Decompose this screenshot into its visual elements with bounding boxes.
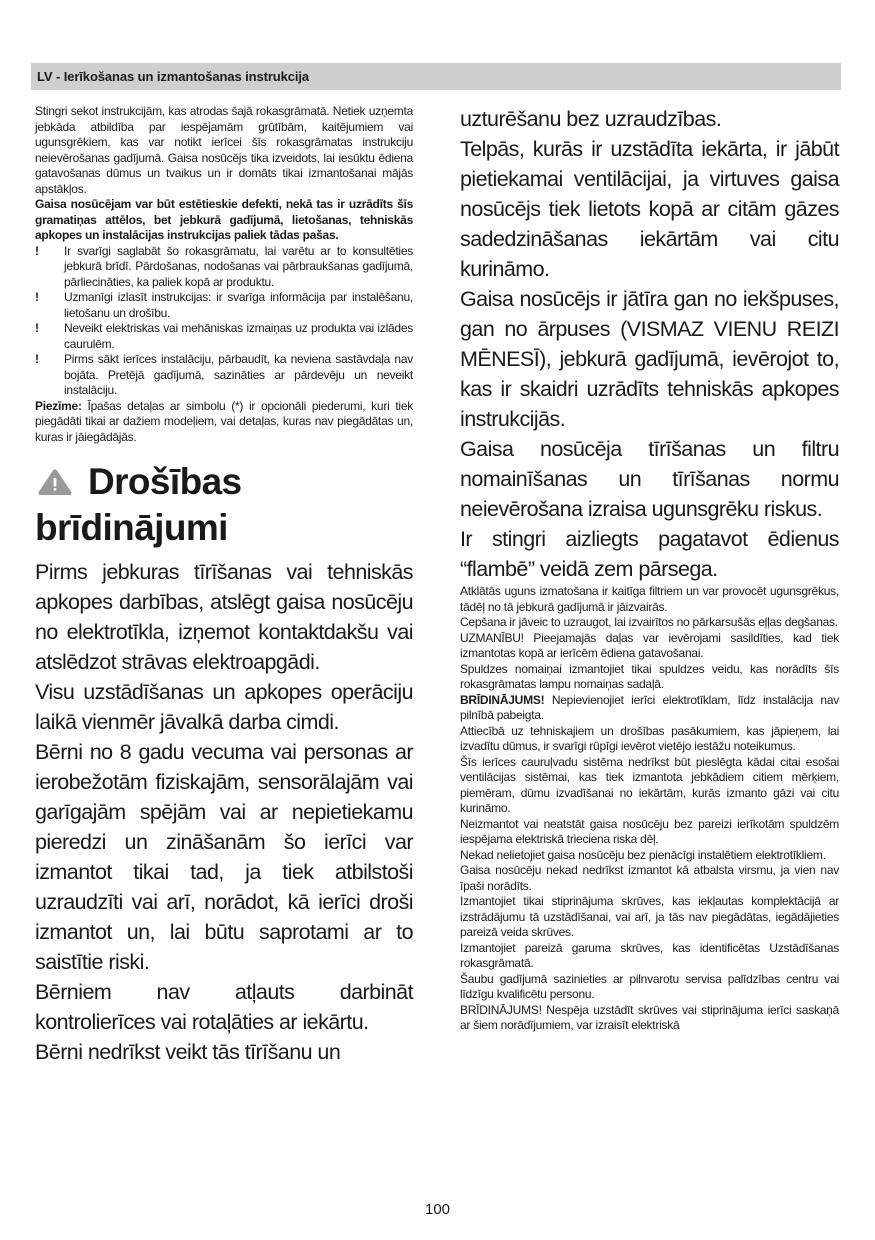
- section-title: [35, 459, 413, 551]
- warning-paragraph: Gaisa nosūcējs ir jātīra gan no iekšpuses, gan no ārpuses (VISMAZ VIENU REIZI MĒNESĪ), jebkurā gadījumā, ievērojot to, kas ir skaidri uzrādīts tehniskās apkopes instrukcijās.: [460, 287, 839, 431]
- safety-paragraph: [460, 584, 839, 615]
- safety-paragraph: [460, 817, 839, 848]
- warning-paragraph: Bērni nedrīkst veikt tās tīrīšanu un: [35, 1040, 341, 1064]
- left-column: [35, 104, 413, 1067]
- bullet-item: [35, 321, 413, 352]
- bullet-text: Neveikt elektriskas vai mehāniskas izmaiņas uz produkta vai izlādes caurulēm.: [64, 321, 413, 351]
- bullet-item: [35, 352, 413, 399]
- header-bar: [31, 63, 841, 90]
- warning-paragraph: uzturēšanu bez uzraudzības.: [460, 107, 722, 131]
- safety-paragraph: [460, 972, 839, 1003]
- warning-paragraph: Ir stingri aizliegts pagatavot ēdienus “flambē” veidā zem pārsega.: [460, 527, 839, 581]
- safety-paragraph: [460, 941, 839, 972]
- safety-text: Šīs ierīces cauruļvadu sistēma nedrīkst būt pieslēgta kādai citai esošai ventilācijas sistēmai, kas tiek izmantota jebkādiem citiem mērķiem, piemēram, dūmu izvadīšanai no iekārtām, kurās izmanto gāzi vai citu kurināmo.: [460, 754, 839, 815]
- safety-paragraph: [460, 894, 839, 941]
- safety-paragraph: [460, 1003, 839, 1034]
- safety-paragraph: [460, 724, 839, 755]
- safety-text: Izmantojiet tikai stiprinājuma skrūves, kas iekļautas komplektācijā ar izstrādājumu tā uzstādīšanai, vai arī, ja tās nav piegādātas, iegādājieties pareizā veida skrūves.: [460, 894, 839, 939]
- exclamation-icon: !: [35, 321, 39, 335]
- warning-paragraph: Gaisa nosūcēja tīrīšanas un filtru nomainīšanas un tīrīšanas normu neievērošana izraisa ugunsgrēku riskus.: [460, 437, 839, 521]
- safety-paragraph: [460, 755, 839, 817]
- right-column: [460, 104, 839, 1034]
- safety-paragraph: [460, 693, 839, 724]
- intro-paragraph: Stingri sekot instrukcijām, kas atrodas šajā rokasgrāmatā. Netiek uzņemta jebkāda atbildība par iespējamām grūtībām, kaitējumiem vai ugunsgrēkiem, kas var notikt ierīcei šīs rokasgrāmatas instrukciju neievērošanas gadījumā. Gaisa nosūcējs tika izveidots, lai iesūktu ēdiena gatavošanas dūmus un tvaikus un ir domāts tikai izmantošanai mājās apstākļos.: [35, 104, 413, 196]
- safety-text: BRĪDINĀJUMS! Nespēja uzstādīt skrūves vai stiprinājuma ierīci saskaņā ar šiem norādījumiem, var izraisīt elektriskā: [460, 1002, 839, 1032]
- warning-paragraph: Pirms jebkuras tīrīšanas vai tehniskās apkopes darbības, atslēgt gaisa nosūcēju no elektrotīkla, izņemot kontaktdakšu vai atslēdzot strāvas elektroapgādi.: [35, 560, 413, 674]
- bullet-item: [35, 244, 413, 291]
- safety-paragraph: [460, 848, 839, 864]
- exclamation-icon: !: [35, 243, 39, 258]
- section-title-line1: Drošības: [88, 461, 242, 502]
- warning-paragraph: Bērniem nav atļauts darbināt kontrolierīces vai rotaļāties ar iekārtu.: [35, 980, 413, 1034]
- safety-text: Spuldzes nomaiņai izmantojiet tikai spuldzes veidu, kas norādīts šīs rokasgrāmatas lampu nomaiņas sadaļā.: [460, 661, 839, 691]
- safety-text: Nepievienojiet ierīci elektrotīklam, līdz instalācija nav pilnībā pabeigta.: [460, 692, 839, 722]
- bullet-text: Ir svarīgi saglabāt šo rokasgrāmatu, lai varētu ar to konsultēties jebkurā brīdī. Pārdošanas, nodošanas vai pārbraukšanas gadījumā, pārliecināties, ka paliek kopā ar produktu.: [64, 243, 413, 289]
- note-label: Piezīme:: [35, 398, 82, 413]
- safety-paragraph: [460, 863, 839, 894]
- safety-paragraph: [460, 631, 839, 662]
- safety-text: UZMANĪBU! Pieejamajās daļas var ievērojami sasildīties, kad tiek izmantotas kopā ar ierīcēm ēdiena gatavošanai.: [460, 630, 839, 660]
- safety-text: Atklātās uguns izmatošana ir kaitīga filtriem un var provocēt ugunsgrēkus, tādēļ no tā jebkurā gadījumā ir jāizvairās.: [460, 584, 839, 614]
- safety-bold-label: BRĪDINĀJUMS!: [460, 692, 545, 707]
- warning-paragraph: Telpās, kurās ir uzstādīta iekārta, ir jābūt pietiekamai ventilācijai, ja virtuves gaisa nosūcējs tiek lietots kopā ar citām gāzes sadedzināšanas iekārtām vai citu kurināmo.: [460, 137, 839, 281]
- note-text: Īpašas detaļas ar simbolu (*) ir opcionāli piederumi, kuri tiek piegādāti tikai ar dažiem modeļiem, vai detaļas, kuras nav piegādātas un, kuras ir jāiegādājās.: [35, 398, 413, 444]
- safety-text: Izmantojiet pareizā garuma skrūves, kas identificētas Uzstādīšanas rokasgrāmatā.: [460, 940, 839, 970]
- section-title-line2: brīdinājumi: [35, 507, 228, 548]
- exclamation-icon: !: [35, 290, 39, 304]
- safety-text: Neizmantot vai neatstāt gaisa nosūcēju bez pareizi ierīkotām spuldzēm iespējama elektriskā trieciena riska dēļ.: [460, 816, 839, 846]
- bullet-text: Uzmanīgi izlasīt instrukcijas: ir svarīga informācija par instalēšanu, lietošanu un drošību.: [64, 290, 413, 320]
- safety-text: Cepšana ir jāveic to uzraugot, lai izvairītos no pārkarsušās eļļas degšanas.: [460, 615, 838, 629]
- safety-paragraph: [460, 615, 839, 631]
- safety-text: Šaubu gadījumā sazinieties ar pilnvarotu servisa palīdzības centru vai līdzīgu kvalificētu personu.: [460, 971, 839, 1001]
- warning-paragraph: Visu uzstādīšanas un apkopes operāciju laikā vienmēr jāvalkā darba cimdi.: [35, 680, 413, 734]
- exclamation-icon: !: [35, 352, 39, 366]
- header-title: LV - Ierīkošanas un izmantošanas instrukcija: [37, 69, 310, 84]
- safety-text: Gaisa nosūcēju nekad nedrīkst izmantot kā atbalsta virsmu, ja vien nav īpaši norādīts.: [460, 863, 839, 893]
- safety-text: Attiecībā uz tehniskajiem un drošības pasākumiem, kas jāpieņem, lai izvadītu dūmus, ir svarīgi rūpīgi ievērot vietējo iestāžu noteikumus.: [460, 723, 839, 753]
- page-number: 100: [424, 1201, 451, 1218]
- bullet-item: [35, 290, 413, 321]
- warning-triangle-icon: [35, 469, 75, 495]
- bullet-text: Pirms sākt ierīces instalāciju, pārbaudīt, ka neviena sastāvdaļa nav bojāta. Pretējā gadījumā, sazināties ar pārdevēju un neveikt instalāciju.: [64, 352, 413, 397]
- safety-paragraph: [460, 662, 839, 693]
- intro-bold-paragraph: Gaisa nosūcējam var būt estētieskie defekti, nekā tas ir uzrādīts šīs gramatiņas attēlos, bet jebkurā gadījumā, lietošanas, tehniskās apkopes un instalācijas instrukcijas paliek tādas pašas.: [35, 197, 413, 242]
- note-paragraph: [35, 399, 413, 446]
- safety-text: Nekad nelietojiet gaisa nosūcēju bez pienācīgi instalētiem elektrotīkliem.: [460, 847, 826, 862]
- warning-paragraph: Bērni no 8 gadu vecuma vai personas ar ierobežotām fiziskajām, sensorālajām vai garīgajām spējām vai ar nepietiekamu pieredzi un zināšanām šo ierīci var izmantot tikai tad, ja tiek atbilstoši uzraudzīti vai arī, norādot, kā ierīci droši izmantot un, lai būtu saprotami ar to saistītie riski.: [35, 740, 413, 974]
